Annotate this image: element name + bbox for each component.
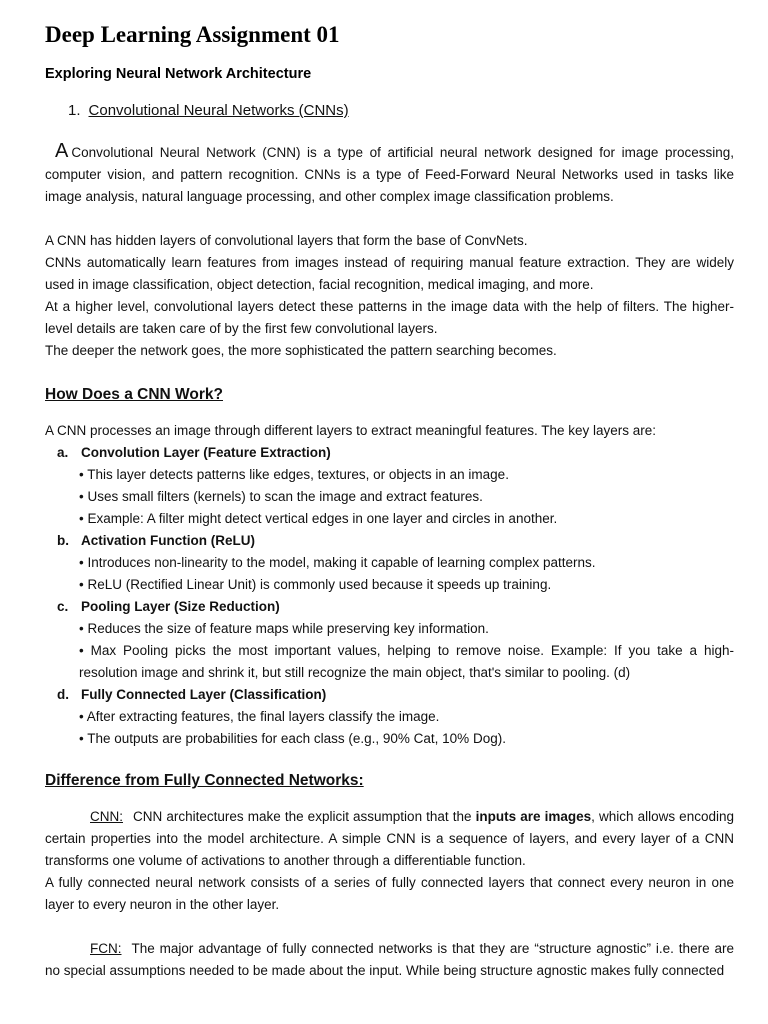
overview-paragraph: The deeper the network goes, the more sophisticated the pattern searching becomes. <box>45 343 557 358</box>
section-heading-cnn <box>68 102 349 119</box>
layer-title: c. Pooling Layer (Size Reduction) <box>57 599 280 614</box>
difference-heading: Difference from Fully Connected Networks: <box>45 772 364 789</box>
layer-bullet: • Max Pooling picks the most important values, helping to remove noise. Example: If you take a high-resolution image and shrink it, but still recognize the main object, that's similar to pooling. (d) <box>79 643 734 680</box>
fcn-lead-label: FCN: <box>90 941 122 956</box>
fc-paragraph: A fully connected neural network consists of a series of fully connected layers that connect every neuron in one layer to every neuron in the other layer. <box>45 875 734 912</box>
layer-title: a. Convolution Layer (Feature Extraction) <box>57 445 331 460</box>
intro-text: Convolutional Neural Network (CNN) is a type of artificial neural network designed for image processing, computer vision, and pattern recognition. CNNs is a type of Feed-Forward Neural Networks used in tasks like image analysis, natural language processing, and other complex image classification problems. <box>45 145 734 204</box>
document-subtitle: Exploring Neural Network Architecture <box>45 66 312 82</box>
layer-bullet: • Uses small filters (kernels) to scan the image and extract features. <box>79 489 483 504</box>
how-intro: A CNN processes an image through different layers to extract meaningful features. The key layers are: <box>45 423 657 438</box>
section-number: 1. <box>68 102 81 119</box>
layer-bullet: • After extracting features, the final layers classify the image. <box>79 709 440 724</box>
layer-bullet: • Reduces the size of feature maps while preserving key information. <box>79 621 489 636</box>
document-title: Deep Learning Assignment 01 <box>45 22 340 47</box>
overview-paragraph: CNNs automatically learn features from images instead of requiring manual feature extraction. They are widely used in image classification, object detection, facial recognition, medical imaging, and more. <box>45 255 734 292</box>
section-title: Convolutional Neural Networks (CNNs) <box>88 102 349 119</box>
layers-list <box>45 420 734 750</box>
overview-paragraph: A CNN has hidden layers of convolutional layers that form the base of ConvNets. <box>45 233 528 248</box>
layer-title: d. Fully Connected Layer (Classification) <box>57 687 327 702</box>
cnn-overview <box>45 230 734 362</box>
overview-paragraph: At a higher level, convolutional layers detect these patterns in the image data with the help of filters. The higher-level details are taken care of by the first few convolutional layers. <box>45 299 734 336</box>
layer-bullet: • The outputs are probabilities for each class (e.g., 90% Cat, 10% Dog). <box>79 731 506 746</box>
layer-bullet: • This layer detects patterns like edges, textures, or objects in an image. <box>79 467 509 482</box>
cnn-difference-paragraph: CNN: CNN architectures make the explicit assumption that the inputs are images, which allows encoding certain properties into the model architecture. A simple CNN is a sequence of layers, and every layer of a CNN transforms one volume of activations to another through a differentiable function. A fully connected neural network consists of a series of fully connected layers that connect every neuron in one layer to every neuron in the other layer. <box>45 806 734 916</box>
layer-bullet: • Introduces non-linearity to the model, making it capable of learning complex patterns. <box>79 555 596 570</box>
cnn-lead-label: CNN: <box>90 809 123 824</box>
intro-paragraph <box>45 140 734 208</box>
layer-bullet: • ReLU (Rectified Linear Unit) is commonly used because it speeds up training. <box>79 577 552 592</box>
drop-letter: A <box>55 140 69 162</box>
fcn-paragraph: FCN: The major advantage of fully connected networks is that they are “structure agnostic” i.e. there are no special assumptions needed to be made about the input. While being structure agnostic makes fully connected <box>45 941 734 978</box>
how-cnn-works-heading: How Does a CNN Work? <box>45 386 223 403</box>
layer-bullet: • Example: A filter might detect vertical edges in one layer and circles in another. <box>79 511 558 526</box>
inputs-are-images-emphasis: inputs are images <box>475 809 592 824</box>
layer-title: b. Activation Function (ReLU) <box>57 533 255 548</box>
